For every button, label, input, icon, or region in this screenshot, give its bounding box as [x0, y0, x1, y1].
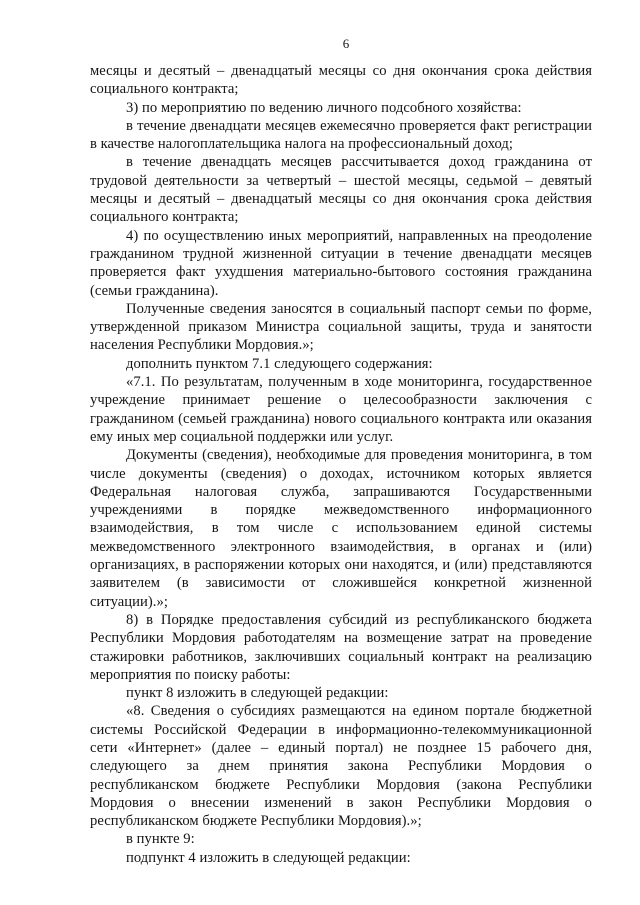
paragraph-9: Документы (сведения), необходимые для проведения мониторинга, в том числе документы (сведения) о доходах, источником которых является Федеральная налоговая служба, запрашиваются Государственными учреждениями в порядке межведомственного информационного взаимодействия, в том числе с использованием единой системы межведомственного электронного взаимодействия, в органах и (или) организациях, в распоряжении которых они находятся, и (или) представляются заявителем (в зависимости от сложившейся конкретной жизненной ситуации).»; [90, 447, 592, 610]
paragraph-8: «7.1. По результатам, полученным в ходе мониторинга, государственное учреждение принимает решение о целесообразности заключения с гражданином (семьей гражданина) нового социального контракта или оказания ему иных мер социальной поддержки или услуг. [90, 374, 592, 445]
paragraph-7: дополнить пунктом 7.1 следующего содержания: [126, 355, 433, 372]
paragraph-4: в течение двенадцать месяцев рассчитывается доход гражданина от трудовой деятельности за четвертый – шестой месяцы, седьмой – девятый месяцы и десятый – двенадцатый месяцы со дня окончания срока действия социального контракта; [90, 154, 592, 226]
paragraph-13: в пункте 9: [126, 831, 195, 848]
paragraph-1: месяцы и десятый – двенадцатый месяцы со дня окончания срока действия социального контракта; [90, 63, 592, 98]
paragraph-5: 4) по осуществлению иных мероприятий, направленных на преодоление гражданином трудной жизненной ситуации в течение двенадцати месяцев проверяется факт ухудшения материально-бытового состояния гражданина (семьи гражданина). [90, 227, 592, 299]
document-page [90, 36, 592, 867]
paragraph-11: пункт 8 изложить в следующей редакции: [126, 685, 389, 702]
paragraph-14: подпункт 4 изложить в следующей редакции: [126, 849, 411, 866]
paragraph-12: «8. Сведения о субсидиях размещаются на едином портале бюджетной системы Российской Федерации в информационно-телекоммуникационной сети «Интернет» (далее – единый портал) не позднее 15 рабочего дня, следующего за днем принятия закона Республики Мордовия о республиканском бюджете Республики Мордовия (закона Республики Мордовия о внесении изменений в закон Республики Мордовия о республиканском бюджете Республики Мордовия).»; [90, 703, 592, 830]
paragraph-6: Полученные сведения заносятся в социальный паспорт семьи по форме, утвержденной приказом Министра социальной защиты, труда и занятости населения Республики Мордовия.»; [90, 300, 592, 354]
paragraph-2: 3) по мероприятию по ведению личного подсобного хозяйства: [126, 99, 522, 116]
paragraph-10: 8) в Порядке предоставления субсидий из республиканского бюджета Республики Мордовия работодателям на возмещение затрат на проведение стажировки работников, заключивших социальный контракт на реализацию мероприятия по поиску работы: [90, 611, 592, 683]
page-number: 6 [342, 36, 350, 51]
paragraph-3: в течение двенадцати месяцев ежемесячно проверяется факт регистрации в качестве налогоплательщика налога на профессиональный доход; [90, 117, 592, 153]
